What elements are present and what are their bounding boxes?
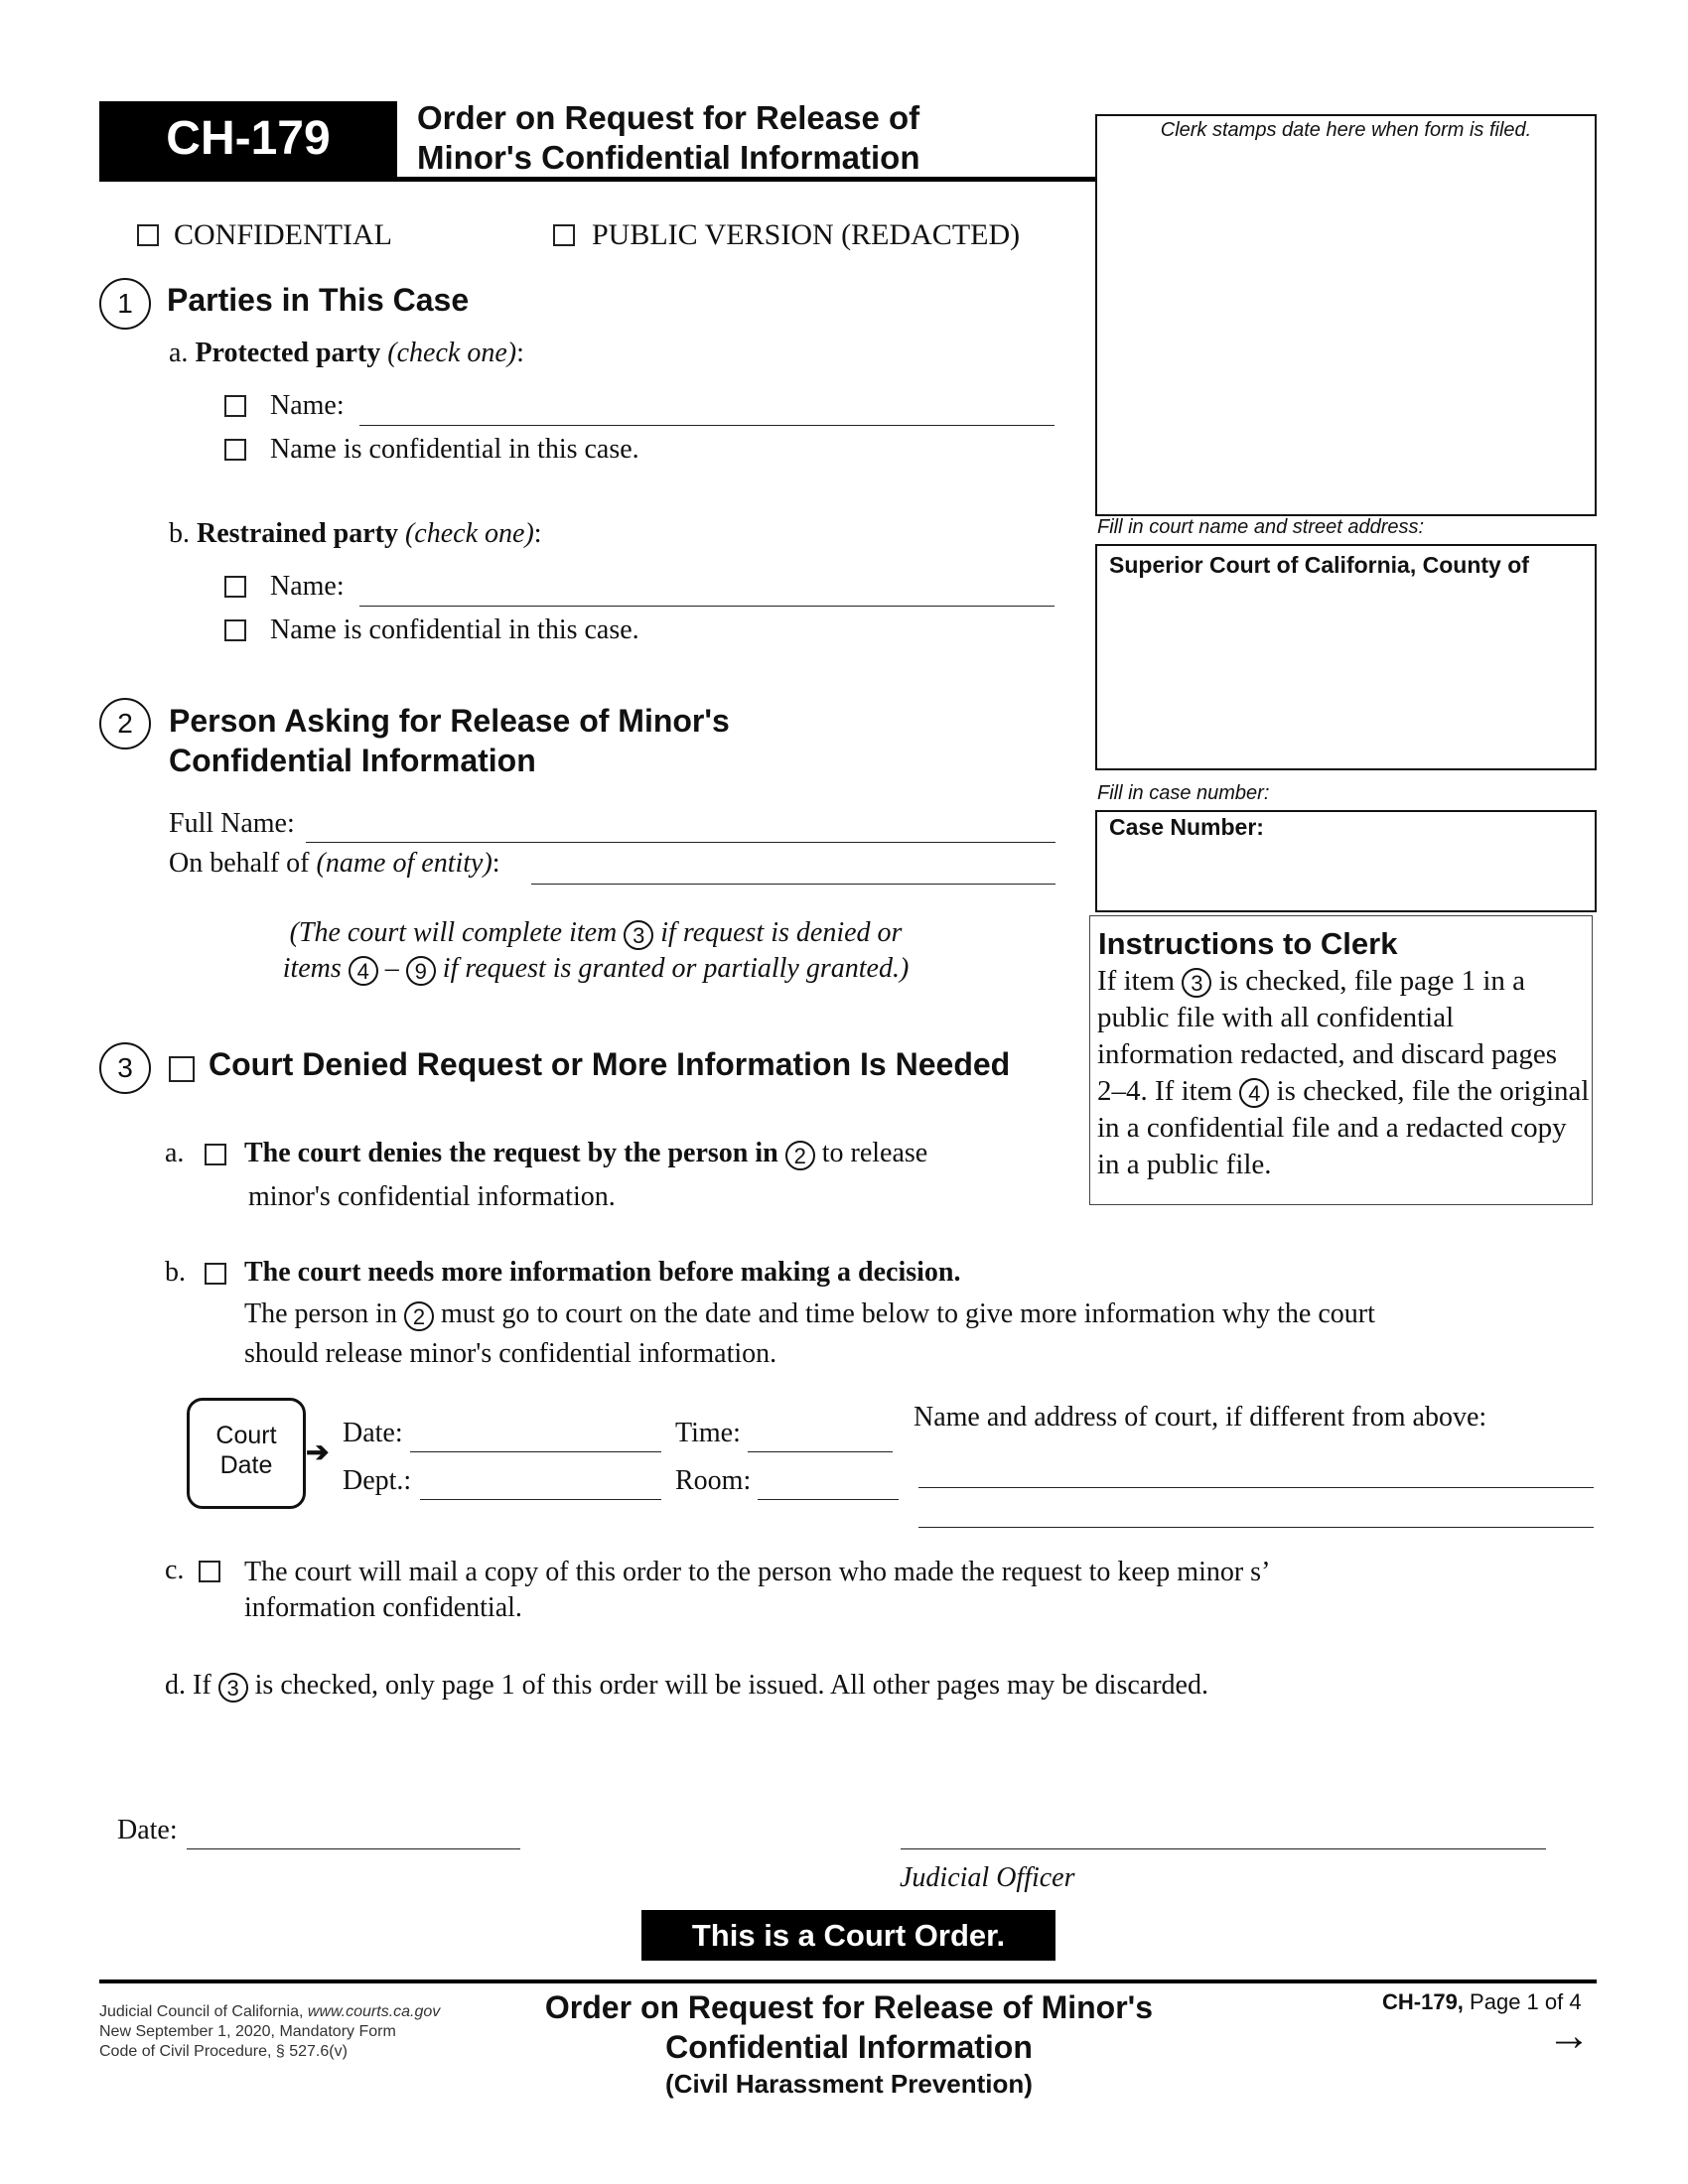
item-3b-text: must go to court on the date and time below to give more information why the court xyxy=(440,1298,1375,1329)
footer-council-name: Judicial Council of California, xyxy=(99,2003,304,2020)
protected-name-label: Name: xyxy=(270,390,345,421)
item-3b-text1 xyxy=(244,1298,1375,1331)
needs-more-info-checkbox[interactable] xyxy=(205,1263,226,1285)
note-dash: – xyxy=(384,953,399,984)
note-text: if request is granted or partially granted.) xyxy=(442,953,910,984)
instructions-title: Instructions to Clerk xyxy=(1098,926,1398,961)
item-4-ref-circle: 4 xyxy=(349,956,378,986)
footer-page-label: Page 1 of 4 xyxy=(1470,1989,1582,2014)
colon: : xyxy=(516,338,524,368)
item-3d-text-part: is checked, only page 1 of this order will be issued. All other pages may be discarded. xyxy=(254,1670,1208,1701)
item-2-title-line1: Person Asking for Release of Minor's xyxy=(169,703,730,739)
form-title-line1: Order on Request for Release of xyxy=(417,99,920,136)
on-behalf-row xyxy=(169,848,500,880)
needs-more-info-label: The court needs more information before making a decision. xyxy=(244,1257,961,1288)
hearing-room-field[interactable] xyxy=(758,1499,899,1500)
denies-request-checkbox[interactable] xyxy=(205,1144,226,1165)
mail-copy-text1: The court will mail a copy of this order to the person who made the request to keep minor s’ xyxy=(244,1557,1271,1587)
item-3-number: 3 xyxy=(99,1042,151,1094)
footer-council xyxy=(99,2003,440,2021)
item-2-title-line2: Confidential Information xyxy=(169,743,536,778)
public-version-checkbox[interactable] xyxy=(553,224,575,246)
restrained-name-label: Name: xyxy=(270,571,345,602)
mail-copy-checkbox[interactable] xyxy=(199,1561,220,1582)
protected-name-checkbox[interactable] xyxy=(224,395,246,417)
footer-rule xyxy=(99,1979,1597,1983)
hearing-dept-label: Dept.: xyxy=(343,1465,412,1496)
restrained-name-confidential-checkbox[interactable] xyxy=(224,619,246,641)
full-name-label: Full Name: xyxy=(169,808,295,839)
on-behalf-label: On behalf of xyxy=(169,848,310,879)
court-address-field-1[interactable] xyxy=(918,1487,1594,1488)
case-number-caption: Fill in case number: xyxy=(1097,782,1270,804)
court-name-value: Superior Court of California, County of xyxy=(1109,552,1529,578)
judicial-officer-label: Judicial Officer xyxy=(900,1862,1075,1893)
note-text: items xyxy=(282,953,342,984)
clerk-stamp-box xyxy=(1095,114,1597,516)
header-rule xyxy=(99,177,1097,182)
form-title-line2: Minor's Confidential Information xyxy=(417,139,920,176)
clerk-stamp-label: Clerk stamps date here when form is filed. xyxy=(1160,119,1532,141)
protected-name-confidential-checkbox[interactable] xyxy=(224,439,246,461)
item-3c-letter: c. xyxy=(165,1555,185,1585)
note-text: if request is denied or xyxy=(660,917,903,948)
instructions-text xyxy=(1097,963,1590,1183)
protected-name-confidential-label: Name is confidential in this case. xyxy=(270,434,639,465)
next-page-arrow-icon[interactable]: → xyxy=(1547,2011,1591,2060)
item-1-number: 1 xyxy=(99,278,151,330)
item-1a-row xyxy=(169,338,524,369)
hearing-date-label: Date: xyxy=(343,1418,403,1448)
on-behalf-field[interactable] xyxy=(531,884,1055,885)
court-order-banner: This is a Court Order. xyxy=(691,1918,1006,1953)
court-denied-checkbox[interactable] xyxy=(169,1056,195,1082)
hearing-time-field[interactable] xyxy=(748,1451,893,1452)
court-address-field-2[interactable] xyxy=(918,1527,1594,1528)
item-1a-letter: a. xyxy=(169,338,189,368)
protected-name-field[interactable] xyxy=(359,425,1055,426)
confidential-label: CONFIDENTIAL xyxy=(174,218,392,251)
item-2-ref-circle: 2 xyxy=(404,1301,434,1331)
footer-title-line1: Order on Request for Release of Minor's xyxy=(544,1989,1154,2025)
item-3a-letter: a. xyxy=(165,1138,185,1168)
public-version-label: PUBLIC VERSION (REDACTED) xyxy=(592,218,1021,251)
item-3b-letter: b. xyxy=(165,1257,186,1288)
footer-title-line2: Confidential Information xyxy=(665,2029,1033,2065)
item-2-number: 2 xyxy=(99,698,151,750)
item-3d-text xyxy=(165,1670,1208,1703)
item-3-ref-circle: 3 xyxy=(624,920,653,950)
item-3-ref-circle: 3 xyxy=(1182,968,1211,998)
full-name-field[interactable] xyxy=(306,842,1055,843)
restrained-party-label: Restrained party xyxy=(197,518,398,549)
item-3-title: Court Denied Request or More Information Is Needed xyxy=(209,1046,1011,1082)
item-3b-text: The person in xyxy=(244,1298,397,1329)
confidential-checkbox[interactable] xyxy=(137,224,159,246)
instructions-text-part: If item xyxy=(1097,965,1176,997)
signature-date-label: Date: xyxy=(117,1815,178,1845)
footer-website-link[interactable]: www.courts.ca.gov xyxy=(307,2003,441,2020)
note-text: (The court will complete item xyxy=(289,917,618,948)
protected-party-hint: (check one) xyxy=(387,338,517,368)
item-1b-letter: b. xyxy=(169,518,190,549)
item-3-ref-circle: 3 xyxy=(218,1673,248,1703)
footer-code: Code of Civil Procedure, § 527.6(v) xyxy=(99,2043,348,2060)
judicial-officer-signature-line[interactable] xyxy=(901,1848,1546,1849)
item-1-title: Parties in This Case xyxy=(167,282,470,318)
item-2-ref-circle: 2 xyxy=(785,1141,815,1170)
colon: : xyxy=(533,518,542,549)
restrained-party-hint: (check one) xyxy=(404,518,534,549)
court-date-label-line1: Court xyxy=(215,1422,277,1449)
item-3b-text3: should release minor's confidential information. xyxy=(244,1338,777,1369)
instructions-text-part: is checked, file the original in a confidential file and a redacted copy in a public file. xyxy=(1097,1075,1590,1180)
item-1b-row xyxy=(169,518,542,550)
restrained-name-field[interactable] xyxy=(359,606,1055,607)
court-name-caption: Fill in court name and street address: xyxy=(1097,516,1425,538)
item-9-ref-circle: 9 xyxy=(406,956,436,986)
court-completion-note-line2 xyxy=(99,953,1092,986)
denies-request-rest: to release xyxy=(821,1138,928,1168)
hearing-time-label: Time: xyxy=(675,1418,741,1448)
item-3d-text-part: d. If xyxy=(165,1670,211,1701)
hearing-dept-field[interactable] xyxy=(420,1499,661,1500)
arrow-icon: ➔ xyxy=(306,1436,330,1467)
footer-effective: New September 1, 2020, Mandatory Form xyxy=(99,2023,396,2040)
item-3a-text xyxy=(244,1138,927,1170)
restrained-name-checkbox[interactable] xyxy=(224,576,246,598)
on-behalf-hint: (name of entity) xyxy=(316,848,492,879)
item-3a-line2: minor's confidential information. xyxy=(248,1181,616,1212)
court-address-label: Name and address of court, if different from above: xyxy=(914,1402,1487,1433)
court-date-label-line2: Date xyxy=(219,1451,273,1479)
item-4-ref-circle: 4 xyxy=(1239,1078,1269,1108)
hearing-room-label: Room: xyxy=(675,1465,752,1496)
case-number-label: Case Number: xyxy=(1109,814,1264,840)
mail-copy-text2: information confidential. xyxy=(244,1592,522,1623)
footer-form-code: CH-179, xyxy=(1382,1989,1464,2014)
restrained-name-confidential-label: Name is confidential in this case. xyxy=(270,614,639,645)
court-completion-note-line1 xyxy=(99,917,1092,950)
instructions-text-part: is checked, file page 1 in a public file with all confidential information redacted, and discard pages 2–4. If item xyxy=(1097,965,1558,1107)
hearing-date-field[interactable] xyxy=(410,1451,661,1452)
denies-request-text: The court denies the request by the person in xyxy=(244,1138,778,1168)
form-code: CH-179 xyxy=(166,112,331,165)
protected-party-label: Protected party xyxy=(195,338,381,368)
footer-subtitle: (Civil Harassment Prevention) xyxy=(665,2069,1033,2099)
colon: : xyxy=(492,848,500,879)
signature-date-field[interactable] xyxy=(187,1848,520,1849)
